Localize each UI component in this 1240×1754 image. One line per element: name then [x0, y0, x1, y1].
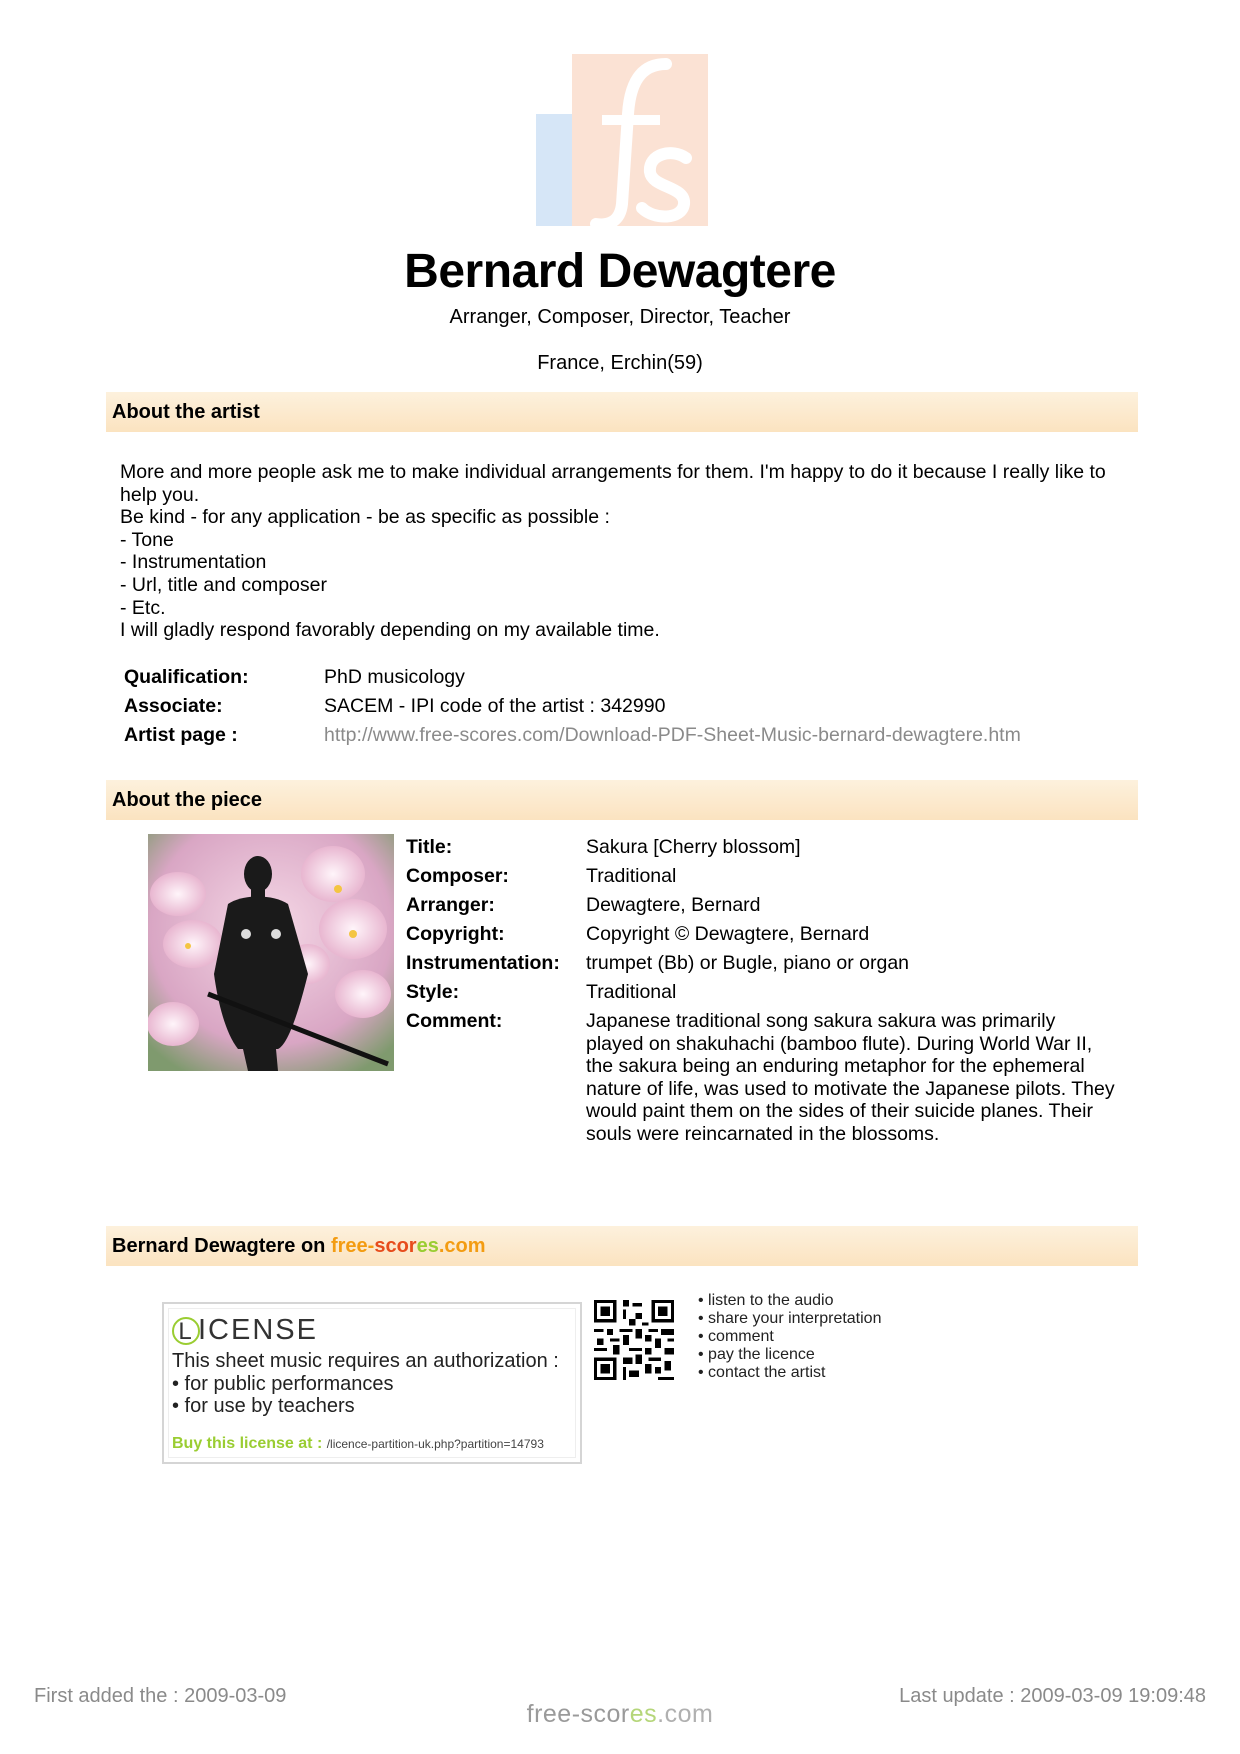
bio-line: - Url, title and composer — [120, 573, 327, 596]
qualification-label: Qualification: — [124, 666, 249, 688]
section-about-artist — [106, 392, 1138, 432]
feature-item: • listen to the audio — [698, 1292, 834, 1309]
footer-logo-es: es — [629, 1700, 658, 1728]
license-box — [162, 1302, 582, 1464]
feature-item: • pay the licence — [698, 1346, 815, 1363]
license-item: • for public performances — [172, 1372, 394, 1395]
instrumentation-label: Instrumentation: — [406, 952, 560, 974]
license-line: This sheet music requires an authorization : — [172, 1350, 559, 1372]
free-scores-brand[interactable] — [331, 1235, 486, 1257]
license-item: • for use by teachers — [172, 1395, 355, 1417]
footer-logo-com: .com — [657, 1700, 714, 1728]
title-value: Sakura [Cherry blossom] — [586, 836, 801, 858]
section-title: Bernard Dewagtere on — [112, 1235, 331, 1257]
associate-label: Associate: — [124, 695, 223, 717]
features-list — [698, 1292, 881, 1382]
bio-line: Be kind - for any application - be as specific as possible : — [120, 506, 610, 529]
section-about-piece — [106, 780, 1138, 820]
copyright-value: Copyright © Dewagtere, Bernard — [586, 923, 870, 945]
license-buy-url[interactable]: /licence-partition-uk.php?partition=14793 — [326, 1437, 544, 1451]
composer-value: Traditional — [586, 865, 677, 887]
brand-dash: - — [367, 1235, 375, 1257]
samurai-cherry-blossom-image — [148, 834, 394, 1071]
style-label: Style: — [406, 981, 460, 1003]
bio-line: More and more people ask me to make individual arrangements for them. I'm happy to do it because I really like to help you. — [120, 461, 1106, 506]
artist-name: Bernard Dewagtere — [404, 245, 836, 298]
arranger-label: Arranger: — [406, 894, 495, 916]
section-title: About the artist — [112, 401, 260, 423]
artist-page-link[interactable]: http://www.free-scores.com/Download-PDF-Sheet-Music-bernard-dewagtere.htm — [324, 724, 1021, 746]
license-title-rest: ICENSE — [198, 1314, 318, 1346]
free-scores-logo — [536, 54, 708, 226]
last-update-date: Last update : 2009-03-09 19:09:48 — [899, 1685, 1206, 1707]
comment-value: Japanese traditional song sakura sakura was primarily played on shakuhachi (bamboo flute). During World War II, the sakura being an enduring metaphor for the ephemeral nature of life, was used to motivate the Japanese pilots. They would paint them on the sides of their suicide planes. Their souls were reincarnated in the blossoms. — [586, 1010, 1115, 1145]
license-buy[interactable] — [172, 1435, 544, 1453]
copyright-label: Copyright: — [406, 923, 505, 945]
artist-page-label: Artist page : — [124, 724, 238, 746]
qr-code-icon[interactable] — [594, 1300, 674, 1380]
license-title — [172, 1314, 318, 1347]
composer-label: Composer: — [406, 865, 509, 887]
arranger-value: Dewagtere, Bernard — [586, 894, 761, 916]
feature-item: • share your interpretation — [698, 1310, 882, 1327]
feature-item: • contact the artist — [698, 1364, 826, 1381]
footer-logo — [0, 1700, 1240, 1729]
bio-line: - Tone — [120, 528, 174, 551]
section-title: About the piece — [112, 789, 263, 811]
artist-bio — [120, 461, 1130, 642]
license-buy-label: Buy this license at : — [172, 1435, 327, 1452]
feature-item: • comment — [698, 1328, 774, 1345]
artist-location: France, Erchin(59) — [537, 352, 703, 374]
brand-es: es — [416, 1235, 439, 1257]
bio-line: - Instrumentation — [120, 551, 267, 574]
title-label: Title: — [406, 836, 453, 858]
first-added-date: First added the : 2009-03-09 — [34, 1685, 287, 1707]
footer-logo-free: free-scor — [526, 1700, 630, 1728]
bio-line: I will gladly respond favorably depending on my available time. — [120, 619, 660, 642]
instrumentation-value: trumpet (Bb) or Bugle, piano or organ — [586, 952, 910, 974]
bio-line: - Etc. — [120, 596, 166, 619]
artist-roles: Arranger, Composer, Director, Teacher — [449, 306, 791, 328]
brand-scor: scor — [374, 1235, 417, 1257]
license-text — [172, 1350, 572, 1418]
comment-label: Comment: — [406, 1010, 503, 1032]
associate-value: SACEM - IPI code of the artist : 342990 — [324, 695, 666, 717]
section-on-free-scores — [106, 1226, 1138, 1266]
license-l-badge: L — [172, 1317, 200, 1345]
qualification-value: PhD musicology — [324, 666, 465, 688]
style-value: Traditional — [586, 981, 677, 1003]
brand-free: free — [330, 1235, 368, 1257]
brand-com: .com — [438, 1235, 486, 1257]
